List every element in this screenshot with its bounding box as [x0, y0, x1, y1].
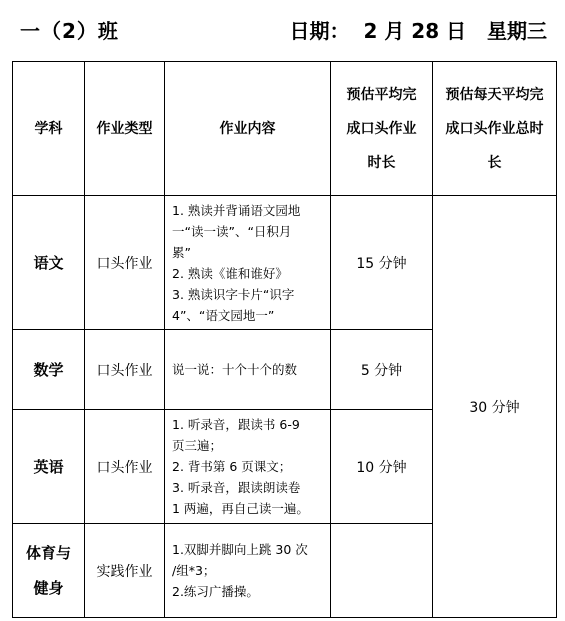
col-est-avg-header [331, 62, 433, 196]
content-cell [165, 524, 331, 618]
content-line: 页三遍； [172, 438, 223, 453]
content-line: 1.双脚并脚向上跳 30 次 [172, 542, 308, 557]
content-line: 1. 熟读并背诵语文园地 [172, 202, 301, 218]
col-est-daily-line-2: 成口头作业总时 [445, 120, 544, 137]
subject-cell [13, 524, 85, 618]
col-est-daily-header [433, 62, 557, 196]
duration-cell [331, 524, 433, 618]
col-type-header: 作业类型 [85, 62, 165, 196]
content-line: 1 两遍，再自己读一遍。 [172, 501, 309, 516]
type-cell: 口头作业 [85, 196, 165, 330]
content-line: 2.练习广播操。 [172, 584, 259, 599]
subject-cell: 语文 [13, 196, 85, 330]
content-line: 一“读一读”、“日积月 [172, 223, 292, 239]
date-label: 日期： [289, 19, 350, 43]
content-line: 累” [172, 244, 191, 260]
total-duration-cell: 30 分钟 [433, 196, 557, 618]
col-content-header: 作业内容 [165, 62, 331, 196]
subject-line: 健身 [33, 578, 64, 597]
table-row-chinese [13, 196, 557, 330]
weekday: 星期三 [487, 19, 547, 43]
content-line: 2. 背书第 6 页课文； [172, 459, 292, 474]
subject-cell: 英语 [13, 410, 85, 524]
class-name: 一（2）班 [20, 19, 119, 43]
page-header [0, 0, 565, 60]
col-est-daily-line-1: 预估每天平均完 [445, 86, 544, 103]
content-line: 1. 听录音，跟读书 6-9 [172, 417, 300, 432]
type-cell: 实践作业 [85, 524, 165, 618]
content-line: 4”、“语文园地一” [172, 307, 275, 323]
content-cell [165, 330, 331, 410]
content-line: 2. 熟读《谁和谁好》 [172, 265, 288, 281]
col-est-daily-line-3: 长 [487, 154, 502, 171]
type-cell: 口头作业 [85, 330, 165, 410]
subject-line: 体育与 [25, 543, 71, 562]
date-line [290, 15, 547, 44]
col-est-avg-line-2: 成口头作业 [346, 120, 417, 137]
content-line: 3. 听录音，跟读朗读卷 [172, 480, 301, 495]
duration-cell: 15 分钟 [331, 196, 433, 330]
col-est-avg-line-3: 时长 [367, 154, 396, 171]
duration-cell: 10 分钟 [331, 410, 433, 524]
col-subject-header: 学科 [13, 62, 85, 196]
content-cell [165, 196, 331, 330]
homework-table [12, 61, 557, 618]
content-line: /组*3； [172, 563, 216, 578]
duration-cell: 5 分钟 [331, 330, 433, 410]
table-header-row [13, 62, 557, 196]
date-value: 2 月 28 日 [363, 19, 467, 43]
subject-cell: 数学 [13, 330, 85, 410]
content-cell [165, 410, 331, 524]
content-line: 说一说：十个十个的数 [172, 362, 298, 377]
content-line: 3. 熟读识字卡片“识字 [172, 286, 295, 302]
type-cell: 口头作业 [85, 410, 165, 524]
col-est-avg-line-1: 预估平均完 [346, 86, 417, 103]
